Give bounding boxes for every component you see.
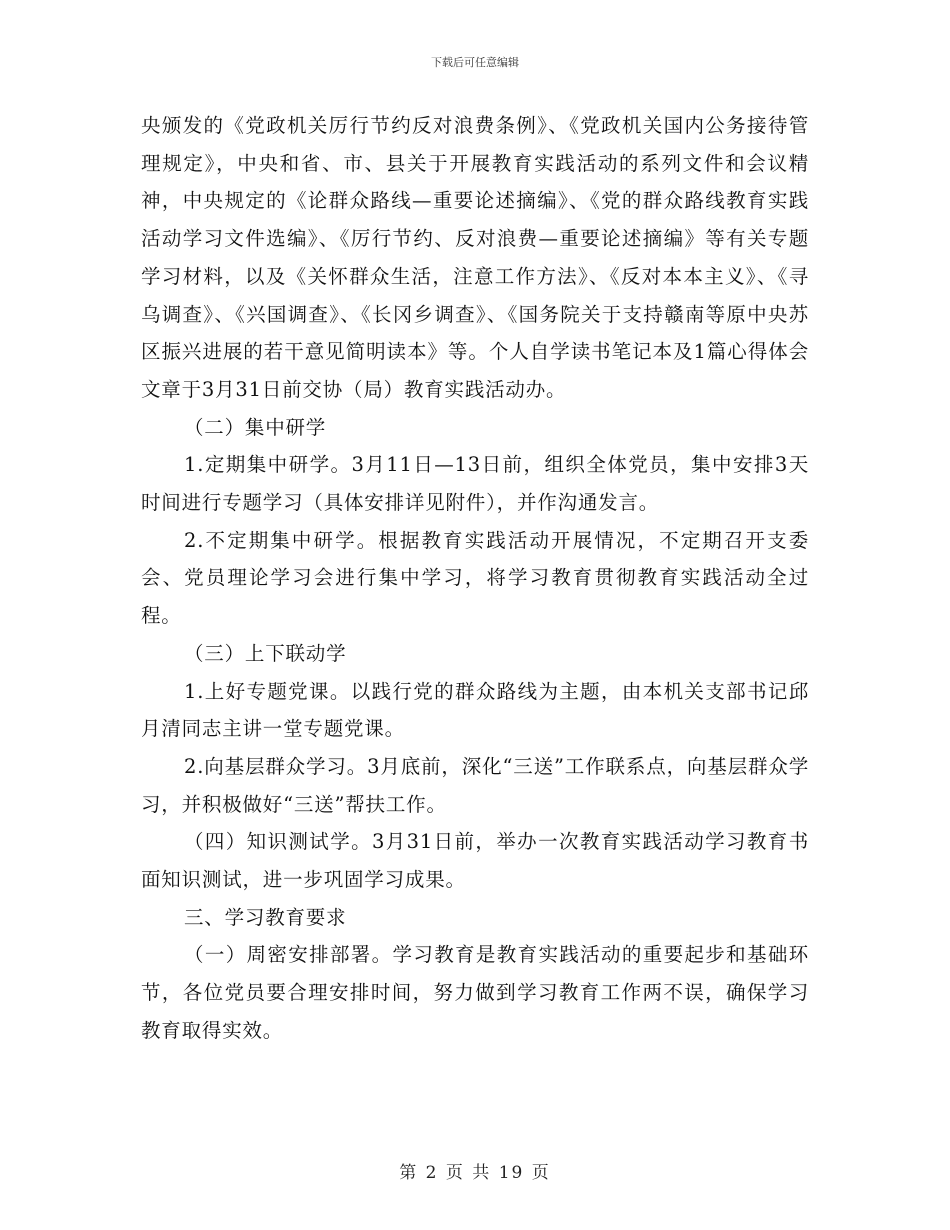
- paragraph-irregular-study: 2.不定期集中研学。根据教育实践活动开展情况，不定期召开支委会、党员理论学习会进行集中学习，将学习教育贯彻教育实践活动全过程。: [141, 528, 809, 628]
- section-heading-centralized-study: （二）集中研学: [184, 415, 327, 439]
- section-heading-linked-study: （三）上下联动学: [184, 641, 347, 665]
- paragraph-knowledge-test: （四）知识测试学。3月31日前，举办一次教育实践活动学习教育书面知识测试，进一步巩固学习成果。: [141, 830, 809, 892]
- document-body: [141, 107, 809, 1050]
- paragraph-arrangement: （一）周密安排部署。学习教育是教育实践活动的重要起步和基础环节，各位党员要合理安排时间，努力做到学习教育工作两不误，确保学习教育取得实效。: [141, 943, 809, 1042]
- page-header: 下载后可任意编辑: [431, 56, 519, 69]
- section-heading-requirements: 三、学习教育要求: [184, 905, 347, 929]
- paragraph-study-materials: 央颁发的《党政机关厉行节约反对浪费条例》、《党政机关国内公务接待管理规定》，中央和省、市、县关于开展教育实践活动的系列文件和会议精神，中央规定的《论群众路线—重要论述摘编》、《党的群众路线教育实践活动学习文件选编》、《厉行节约、反对浪费—重要论述摘编》等有关专题学习材料，以及《关怀群众生活，注意工作方法》、《反对本本主义》、《寻乌调查》、《兴国调查》、《长冈乡调查》、《国务院关于支持赣南等原中央苏区振兴进展的若干意见简明读本》等。个人自学读书笔记本及1篇心得体会文章于3月31日前交协（局）教育实践活动办。: [141, 114, 809, 401]
- paragraph-grassroots-learning: 2.向基层群众学习。3月底前，深化“三送”工作联系点，向基层群众学习，并积极做好“三送”帮扶工作。: [141, 754, 809, 816]
- paragraph-party-lecture: 1.上好专题党课。以践行党的群众路线为主题，由本机关支部书记邱月清同志主讲一堂专题党课。: [141, 679, 809, 741]
- page-number-footer: 第 2 页 共 19 页: [399, 1163, 551, 1183]
- paragraph-regular-study: 1.定期集中研学。3月11日—13日前，组织全体党员，集中安排3天时间进行专题学习（具体安排详见附件），并作沟通发言。: [141, 453, 809, 515]
